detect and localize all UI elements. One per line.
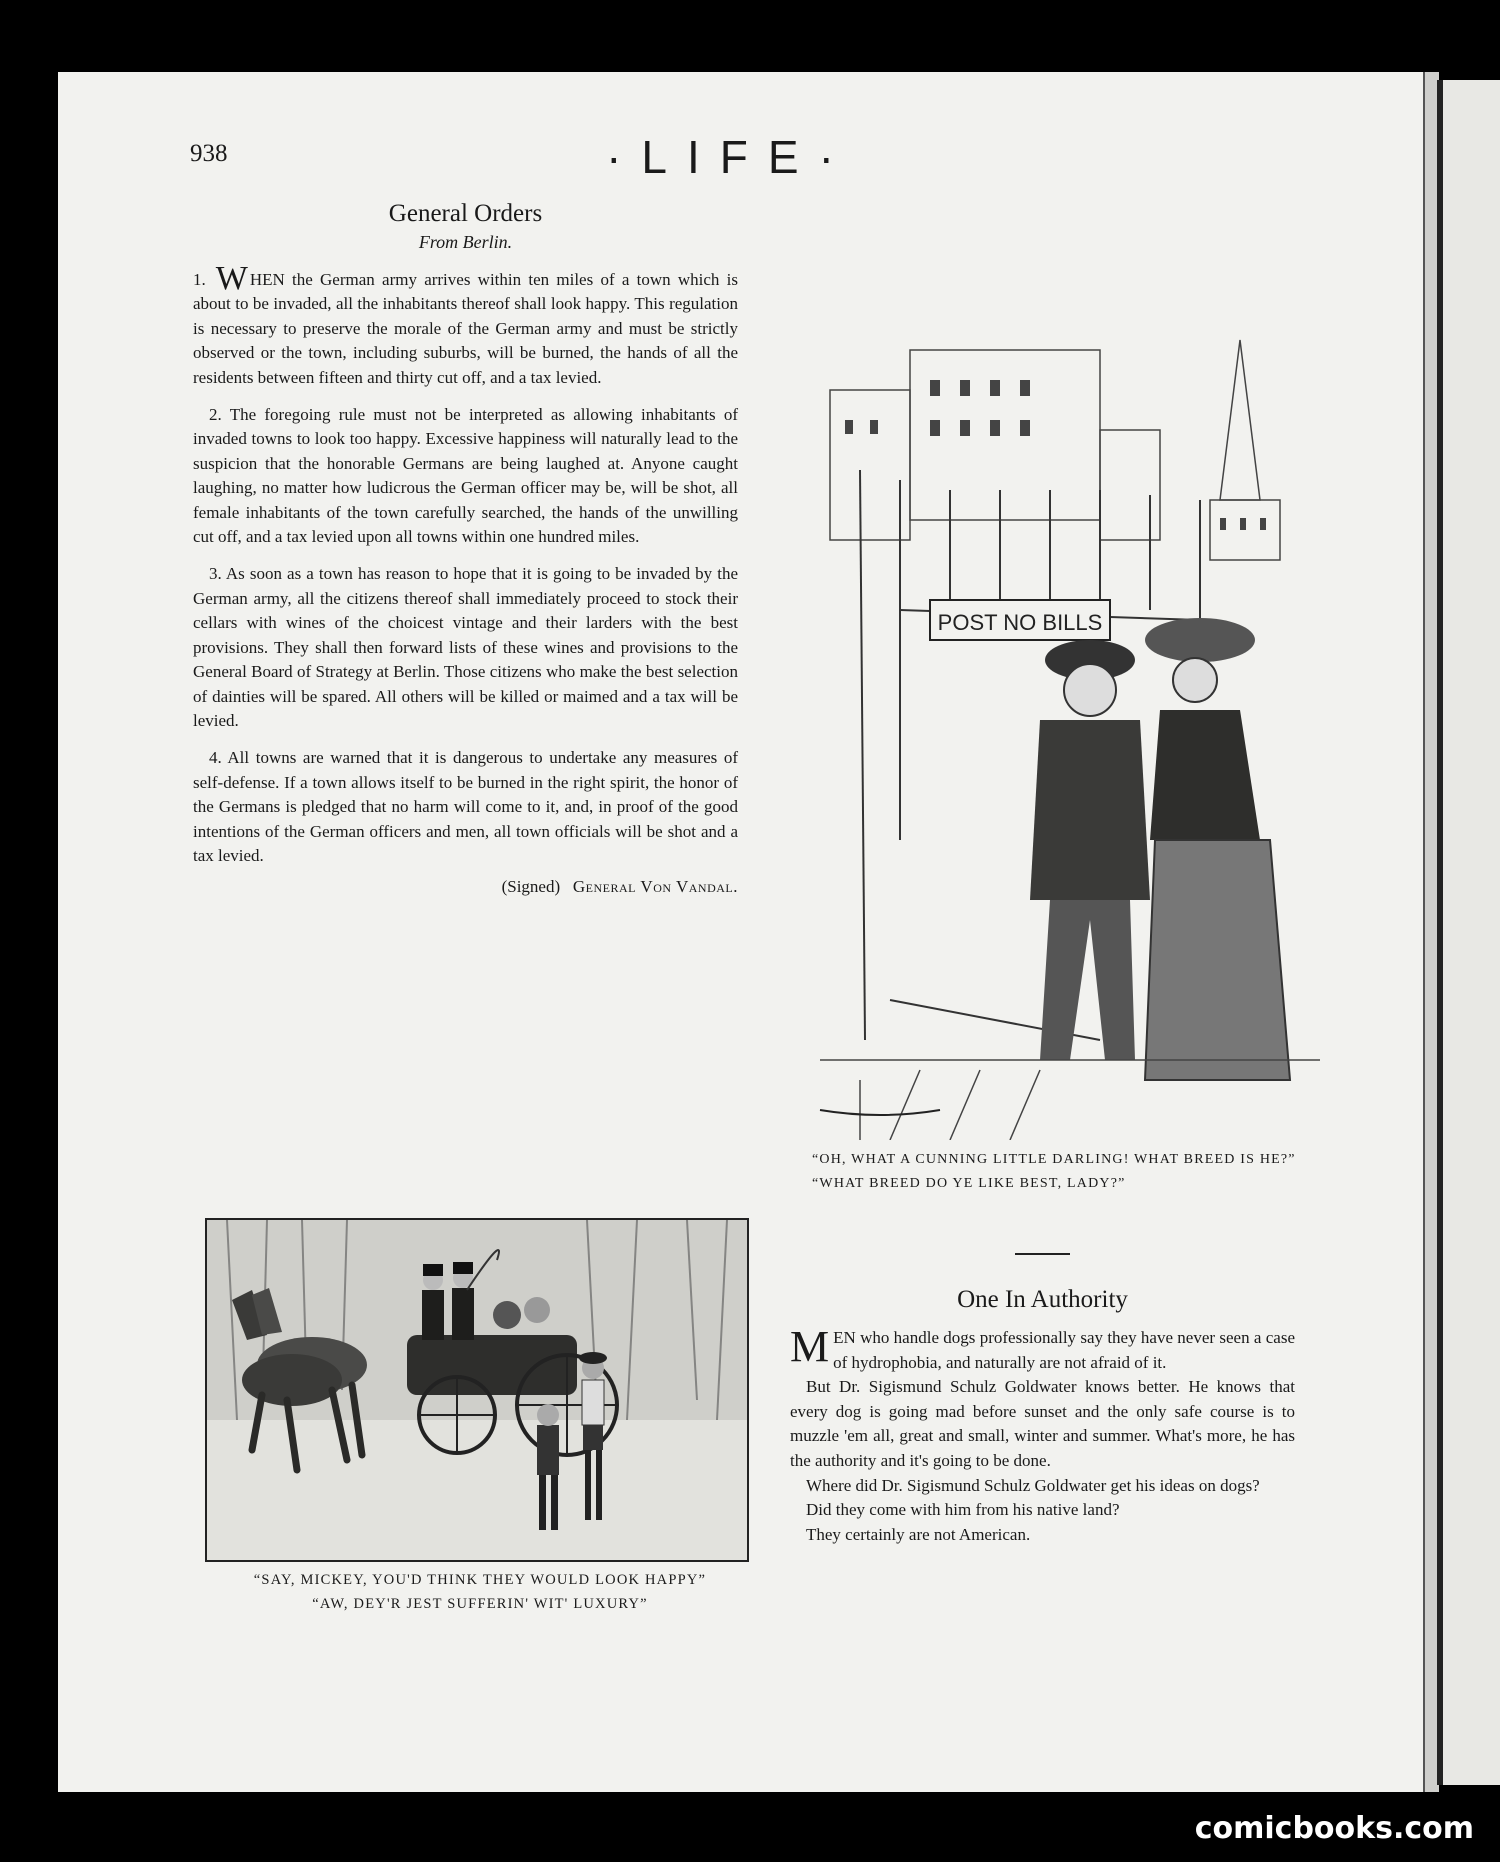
watermark: comicbooks.com: [1194, 1811, 1474, 1846]
authority-paragraph-1: [790, 1322, 1295, 1375]
carriage-drawing: [207, 1220, 747, 1560]
signature: [193, 877, 738, 897]
carriage-caption-line-2: “AW, DEY'R JEST SUFFERIN' WIT' LUXURY”: [312, 1596, 648, 1612]
article-subtitle: From Berlin.: [418, 232, 513, 252]
authority-paragraph-2: But Dr. Sigismund Schulz Goldwater knows better. He knows that every dog is going mad before sunset and the only safe course is to muzzle 'em all, great and small, winter and summer. What's more, he has the authority and it's going to be done.: [790, 1377, 1295, 1470]
carriage-caption-line-1: “SAY, MICKEY, YOU'D THINK THEY WOULD LOOK HAPPY”: [253, 1572, 707, 1588]
authority-paragraph-4: Did they come with him from his native land?: [806, 1500, 1120, 1520]
drop-cap: W: [215, 260, 248, 297]
facing-page-edge: [1437, 80, 1500, 1785]
post-no-bills-sign: POST NO BILLS: [937, 610, 1103, 635]
order-paragraph-4: 4. All towns are warned that it is dangerous to undertake any measures of self-defense. If a town allows itself to be burned in the right spirit, the honor of the Germans is pledged that no harm will come to it, and, in proof of the good intentions of the German officers and men, all town officials will be shot and a tax levied.: [193, 748, 738, 865]
order-number: 1.: [193, 270, 206, 289]
order-paragraph-1: [193, 260, 738, 390]
article-general-orders: [193, 200, 738, 897]
street-caption: [800, 1148, 1340, 1196]
street-caption-line-2: “WHAT BREED DO YE LIKE BEST, LADY?”: [812, 1176, 1126, 1191]
section-rule: [1015, 1253, 1070, 1255]
carriage-caption: [180, 1568, 780, 1616]
authority-text: EN who handle dogs professionally say they have never seen a case of hydrophobia, and naturally are not afraid of it.: [833, 1328, 1295, 1372]
street-sketch-illustration: [800, 280, 1340, 1140]
article-title: General Orders: [388, 200, 543, 227]
drop-cap: M: [790, 1322, 830, 1371]
signed-label: (Signed): [501, 877, 561, 897]
order-paragraph-3: 3. As soon as a town has reason to hope that it is going to be invaded by the German army, all the citizens thereof shall immediately proceed to stock their cellars with wines of the choicest vintage and their larders with the best provisions. They shall then forward lists of these wines and provisions to the General Board of Strategy at Berlin. Those citizens who make the best selection of dainties will be spared. All others will be killed or maimed and a tax will be levied.: [193, 564, 738, 730]
street-caption-line-1: “OH, WHAT A CUNNING LITTLE DARLING! WHAT BREED IS HE?”: [812, 1152, 1296, 1167]
article-title: One In Authority: [957, 1286, 1128, 1313]
signed-name: General Von Vandal.: [572, 877, 738, 897]
page-number: 938: [190, 140, 228, 167]
authority-paragraph-5: They certainly are not American.: [806, 1524, 1031, 1544]
order-text: HEN the German army arrives within ten miles of a town which is about to be invaded, all the inhabitants thereof shall look happy. This regulation is necessary to preserve the morale of the German army and must be strictly observed or the town, including suburbs, will be burned, the hands of all the residents between fifteen and thirty cut off, and a tax levied.: [193, 270, 738, 387]
carriage-illustration: [205, 1218, 749, 1562]
article-one-in-authority: [790, 1286, 1295, 1547]
authority-paragraph-3: Where did Dr. Sigismund Schulz Goldwater get his ideas on dogs?: [806, 1475, 1260, 1495]
masthead: ·LIFE·: [606, 131, 854, 183]
order-paragraph-2: 2. The foregoing rule must not be interpreted as allowing inhabitants of invaded towns to look too happy. Excessive happiness will naturally lead to the suspicion that the honorable Germans are being laughed at. Anyone caught laughing, no matter how ludicrous the German officer may be, will be shot, all female inhabitants of the town carefully searched, the hands of the unwilling cut off, and a tax levied upon all towns within one hundred miles.: [193, 405, 738, 547]
street-sketch-drawing: [800, 280, 1340, 1140]
